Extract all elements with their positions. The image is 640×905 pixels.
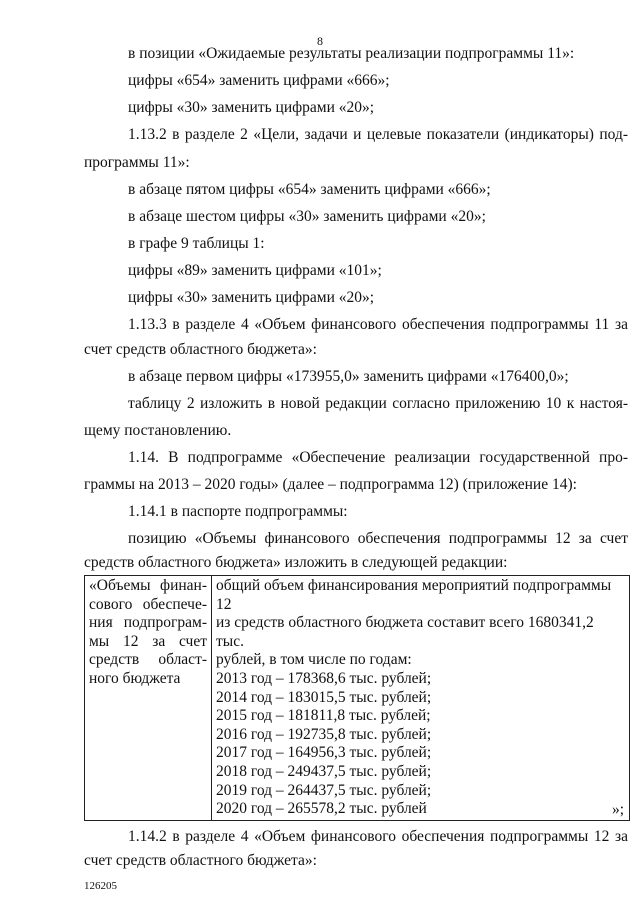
cell-line: 2020 год – 265578,2 тыс. рублей	[216, 800, 427, 818]
text-line: 1.13.2 в разделе 2 «Цели, задачи и целевые показатели (индикаторы) под-	[128, 126, 628, 143]
text-line: в абзаце первом цифры «173955,0» заменить цифрами «176400,0»;	[128, 368, 569, 385]
cell-line: 2013 год – 178368,6 тыс. рублей;	[216, 669, 432, 687]
text-line: средств областного бюджета» изложить в следующей редакции:	[84, 554, 508, 571]
text-line: в абзаце пятом цифры «654» заменить цифрами «666»;	[128, 181, 491, 198]
quote-close: »;	[611, 801, 624, 818]
cell-line: 2019 год – 264437,5 тыс. рублей;	[216, 781, 432, 799]
text-line: цифры «30» заменить цифрами «20»;	[128, 289, 375, 306]
text-line: цифры «654» заменить цифрами «666»;	[128, 72, 390, 89]
cell-line: из средств областного бюджета составит всего 1680341,2 тыс.	[216, 614, 594, 650]
cell-line: 2017 год – 164956,3 тыс. рублей;	[216, 744, 432, 762]
text-line: в позиции «Ожидаемые результаты реализации подпрограммы 11»:	[128, 45, 575, 62]
cell-line: ния подпрограм-	[89, 614, 207, 632]
financing-table	[84, 575, 630, 821]
text-line: цифры «30» заменить цифрами «20»;	[128, 99, 375, 116]
text-line: граммы на 2013 – 2020 годы» (далее – подпрограмма 12) (приложение 14):	[84, 476, 577, 493]
cell-line: рублей, в том числе по годам:	[216, 651, 412, 669]
text-line: счет средств областного бюджета»:	[84, 341, 317, 358]
cell-line: 2016 год – 192735,8 тыс. рублей;	[216, 725, 432, 743]
text-line: 1.14. В подпрограмме «Обеспечение реализации государственной про-	[128, 449, 628, 466]
cell-line: сового обеспече-	[89, 595, 207, 613]
text-line: щему постановлению.	[84, 422, 232, 439]
text-line: 1.14.1 в паспорте подпрограммы:	[128, 503, 348, 520]
footer-code: 126205	[84, 880, 117, 892]
table-row	[85, 576, 630, 821]
cell-line: «Объемы финан-	[89, 577, 207, 594]
cell-line: 2018 год – 249437,5 тыс. рублей;	[216, 762, 432, 780]
text-line: 1.14.2 в разделе 4 «Объем финансового обеспечения подпрограммы 12 за	[128, 828, 628, 845]
text-line: в графе 9 таблицы 1:	[128, 235, 265, 252]
cell-line: средств област-	[89, 651, 207, 669]
cell-line: мы 12 за счет	[89, 632, 207, 650]
text-line: позицию «Объемы финансового обеспечения подпрограммы 12 за счет	[128, 530, 628, 547]
table-cell-label	[85, 576, 212, 821]
text-line: 1.13.3 в разделе 4 «Объем финансового обеспечения подпрограммы 11 за	[128, 316, 628, 333]
text-line: счет средств областного бюджета»:	[84, 852, 317, 869]
page-number: 8	[317, 34, 323, 48]
text-line: цифры «89» заменить цифрами «101»;	[128, 262, 382, 279]
table-cell-value	[212, 576, 630, 821]
cell-line: 2014 год – 183015,5 тыс. рублей;	[216, 688, 432, 706]
text-line: таблицу 2 изложить в новой редакции согласно приложению 10 к настоя-	[128, 395, 628, 412]
text-line: программы 11»:	[84, 154, 190, 171]
text-line: в абзаце шестом цифры «30» заменить цифрами «20»;	[128, 208, 486, 225]
cell-line: 2015 год – 181811,8 тыс. рублей;	[216, 707, 431, 725]
cell-line: общий объем финансирования мероприятий подпрограммы 12	[216, 577, 612, 613]
cell-line: ного бюджета	[89, 669, 181, 687]
